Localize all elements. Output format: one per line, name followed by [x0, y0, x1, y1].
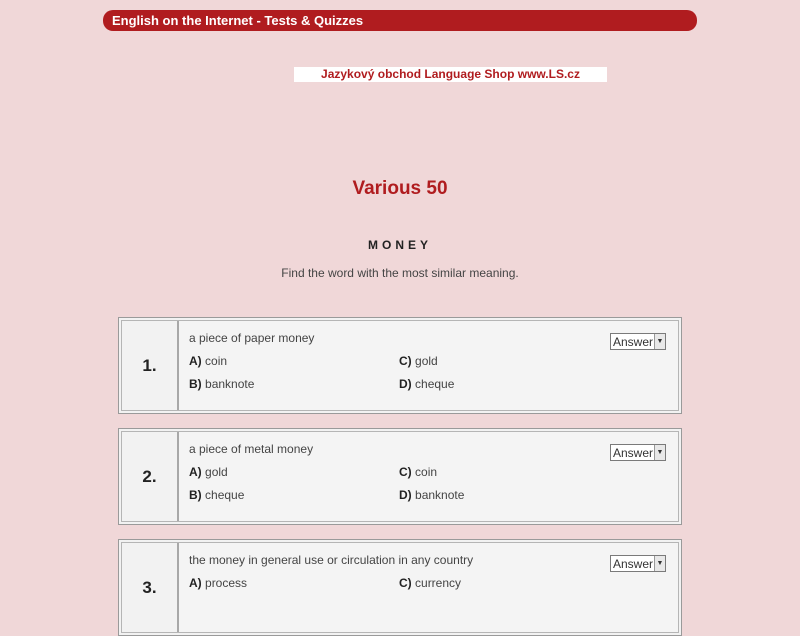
option-a: A) coin [189, 354, 228, 368]
instructions: Find the word with the most similar meaning. [281, 266, 519, 280]
site-title: English on the Internet - Tests & Quizzes [112, 13, 364, 28]
question-number: 3. [122, 543, 179, 632]
option-c: C) coin [399, 465, 438, 479]
option-b: B) banknote [189, 377, 255, 391]
answer-select[interactable] [610, 555, 666, 572]
answer-select[interactable] [610, 444, 666, 461]
option-a: A) gold [189, 465, 228, 479]
question-3 [118, 539, 682, 636]
answer-select-value: Answer [613, 556, 654, 571]
question-prompt: a piece of paper money [189, 331, 315, 345]
section-title: MONEY [367, 238, 432, 252]
chevron-down-icon: ▼ [654, 556, 665, 571]
option-c: C) currency [399, 576, 462, 590]
site-title-bar [103, 10, 697, 31]
option-b: B) cheque [189, 488, 245, 502]
option-a: A) process [189, 576, 248, 590]
answer-select-value: Answer [613, 445, 654, 460]
shop-banner-link[interactable]: Jazykový obchod Language Shop www.LS.cz [294, 67, 607, 82]
option-d: D) banknote [399, 488, 465, 502]
option-d: D) cheque [399, 377, 455, 391]
answer-select-value: Answer [613, 334, 654, 349]
chevron-down-icon: ▼ [654, 445, 665, 460]
option-c: C) gold [399, 354, 438, 368]
question-1 [118, 317, 682, 414]
question-number: 2. [122, 432, 179, 521]
question-prompt: the money in general use or circulation in any country [189, 553, 474, 567]
question-number: 1. [122, 321, 179, 410]
question-prompt: a piece of metal money [189, 442, 314, 456]
chevron-down-icon: ▼ [654, 334, 665, 349]
question-2 [118, 428, 682, 525]
page-title: Various 50 [352, 178, 448, 199]
answer-select[interactable] [610, 333, 666, 350]
